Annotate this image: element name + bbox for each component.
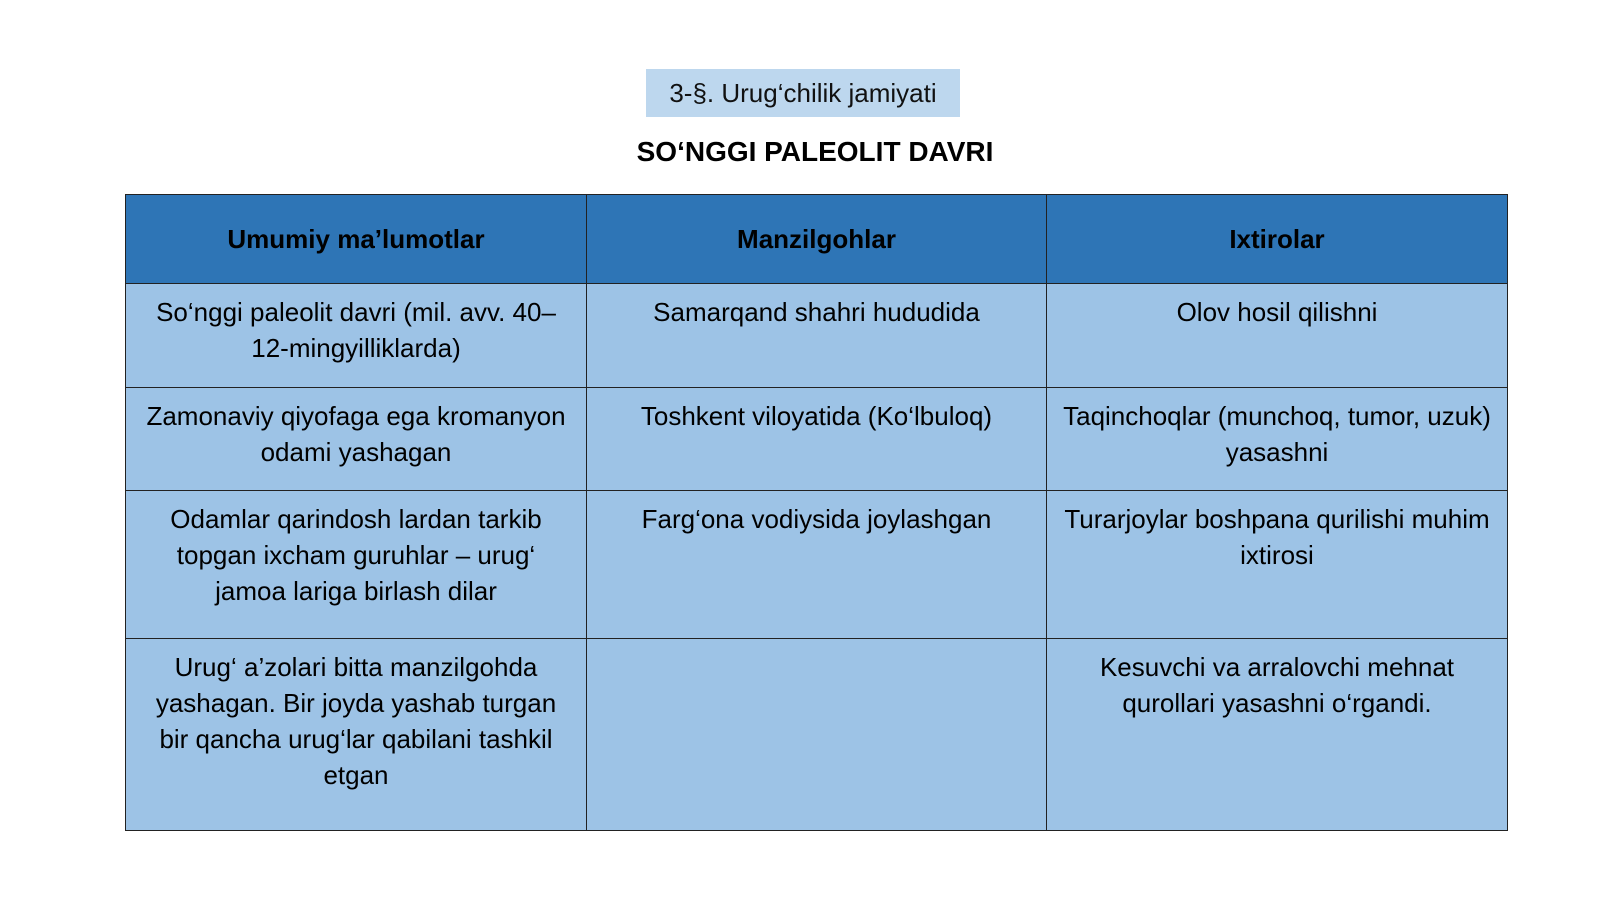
table-cell: Taqinchoqlar (munchoq, tumor, uzuk) yasashni [1047,388,1508,491]
table-cell: Samarqand shahri hududida [587,284,1047,388]
header-settlements: Manzilgohlar [587,195,1047,284]
header-inventions: Ixtirolar [1047,195,1508,284]
table-cell: Turarjoylar boshpana qurilishi muhim ixtirosi [1047,491,1508,639]
header-general-info: Umumiy ma’lumotlar [126,195,587,284]
table-row [126,284,1508,388]
table-row [126,639,1508,831]
data-table [125,194,1508,831]
table-cell: Urug‘ a’zolari bitta manzilgohda yashagan. Bir joyda yashab turgan bir qancha urug‘lar qabilani tashkil etgan [126,639,587,831]
slide-title: SO‘NGGI PALEOLIT DAVRI [636,136,994,167]
table-cell: Olov hosil qilishni [1047,284,1508,388]
table-cell: Toshkent viloyatida (Ko‘lbuloq) [587,388,1047,491]
table-cell: Farg‘ona vodiysida joylashgan [587,491,1047,639]
table-header-row [126,195,1508,284]
table-cell: Odamlar qarindosh lardan tarkib topgan ixcham guruhlar – urug‘ jamoa lariga birlash dilar [126,491,587,639]
section-label: 3-§. Urug‘chilik jamiyati [646,69,960,117]
table-cell: Kesuvchi va arralovchi mehnat qurollari yasashni o‘rgandi. [1047,639,1508,831]
table-cell: So‘nggi paleolit davri (mil. avv. 40–12-mingyilliklarda) [126,284,587,388]
table-cell [587,639,1047,831]
table-row [126,388,1508,491]
table-row [126,491,1508,639]
table-cell: Zamonaviy qiyofaga ega kromanyon odami yashagan [126,388,587,491]
